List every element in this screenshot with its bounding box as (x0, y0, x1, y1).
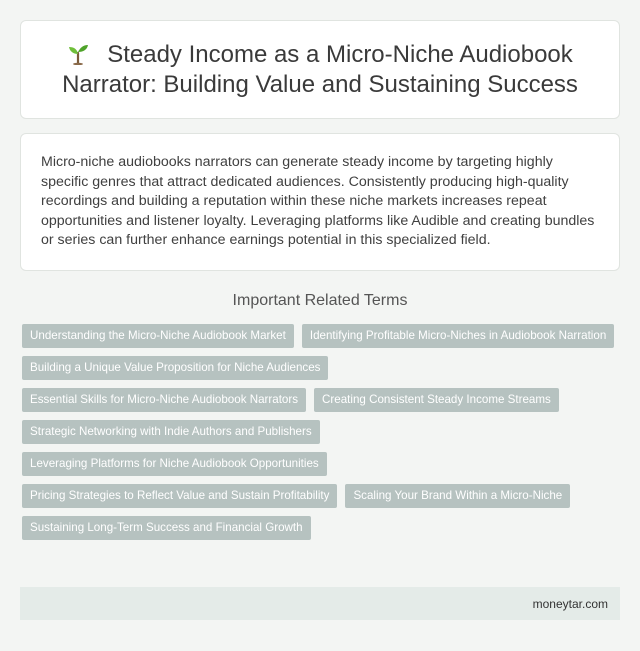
related-term-tag[interactable]: Identifying Profitable Micro-Niches in Audiobook Narration (302, 324, 614, 348)
title-card (20, 20, 620, 119)
description-text: Micro-niche audiobooks narrators can generate steady income by targeting highly specific genres that attract dedicated audiences. Consistently producing high-quality recordings and building a reputation within these niche markets increases repeat opportunities and listener loyalty. Leveraging platforms like Audible and creating bundles or series can further enhance earnings potential in this specialized field. (41, 154, 595, 249)
related-term-tag[interactable]: Essential Skills for Micro-Niche Audiobook Narrators (22, 388, 306, 412)
related-term-tag[interactable]: Scaling Your Brand Within a Micro-Niche (345, 484, 570, 508)
footer (20, 587, 620, 620)
footer-site-link[interactable]: moneytar.com (532, 596, 608, 611)
related-terms-heading: Important Related Terms (232, 292, 408, 309)
related-term-tag[interactable]: Strategic Networking with Indie Authors and Publishers (22, 420, 320, 444)
sprout-icon (67, 43, 89, 65)
related-term-tag[interactable]: Building a Unique Value Proposition for Niche Audiences (22, 356, 328, 380)
related-term-tag[interactable]: Understanding the Micro-Niche Audiobook Market (22, 324, 294, 348)
page-title-text: Steady Income as a Micro-Niche Audiobook Narrator: Building Value and Sustaining Success (62, 40, 578, 98)
related-terms-list (20, 324, 620, 540)
related-term-tag[interactable]: Sustaining Long-Term Success and Financial Growth (22, 516, 311, 540)
description-card (20, 133, 620, 271)
related-term-tag[interactable]: Creating Consistent Steady Income Streams (314, 388, 559, 412)
related-term-tag[interactable]: Leveraging Platforms for Niche Audiobook Opportunities (22, 452, 327, 476)
page-title (51, 40, 589, 100)
related-term-tag[interactable]: Pricing Strategies to Reflect Value and Sustain Profitability (22, 484, 337, 508)
